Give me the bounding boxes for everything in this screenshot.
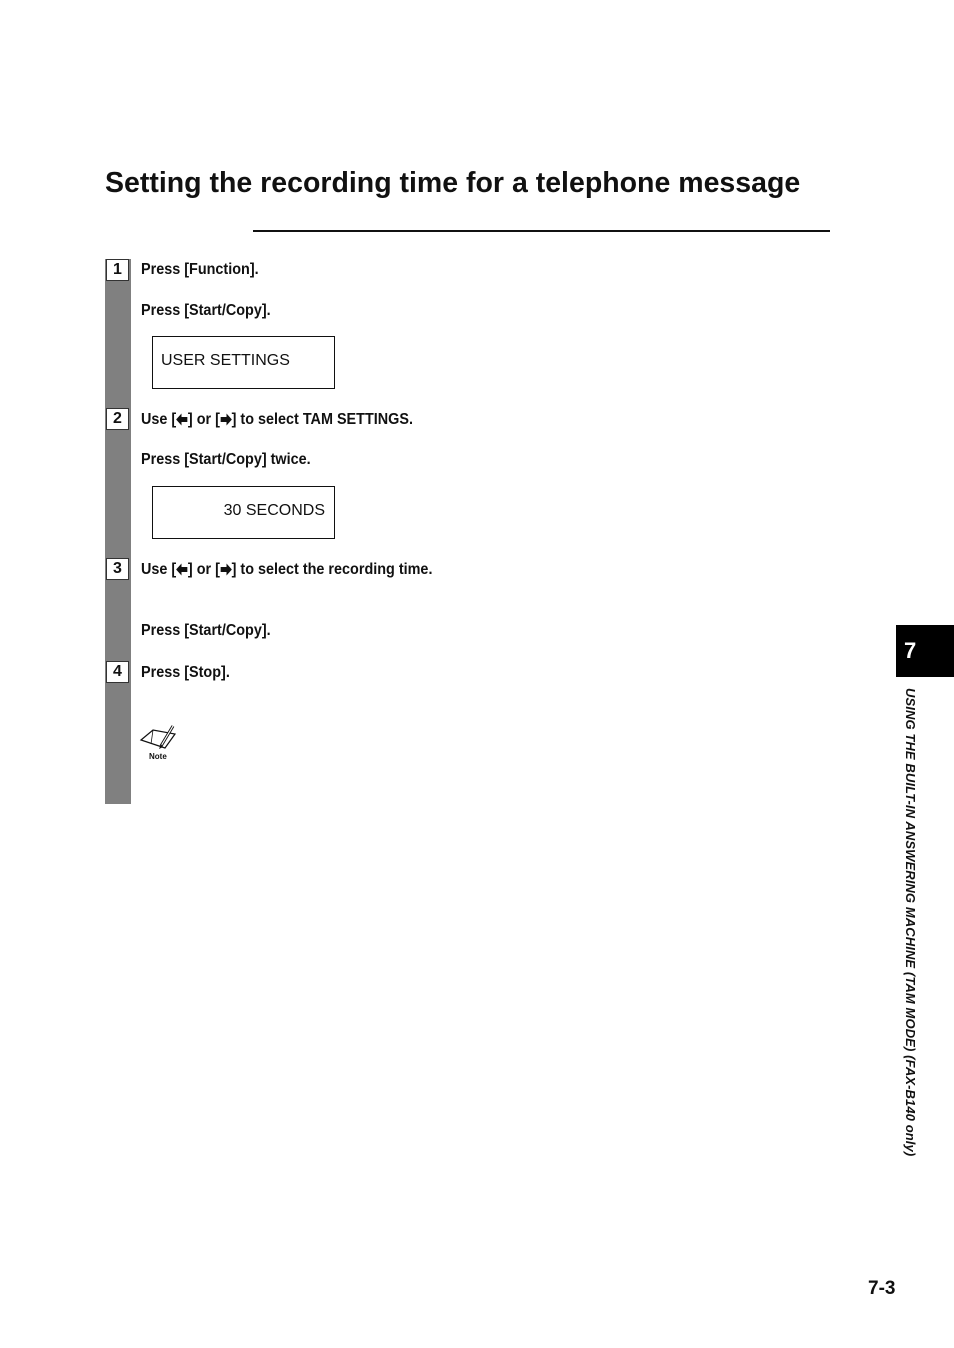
step-3-instruction-select-time (141, 560, 432, 580)
lcd-display-user-settings (152, 336, 335, 389)
instruction-text: Use [ (141, 561, 177, 578)
step-2-instruction-select (141, 410, 413, 430)
left-arrow-key-icon (176, 563, 188, 576)
right-arrow-key-icon (220, 413, 232, 426)
note-label: Note (149, 752, 167, 761)
instruction-text: ] to select the recording time. (231, 561, 433, 578)
lcd-text: 30 SECONDS (223, 502, 325, 519)
instruction-text: Use [ (141, 411, 177, 428)
page-title: Setting the recording time for a telephone message (105, 167, 801, 199)
right-arrow-key-icon (220, 563, 232, 576)
note-pencil-icon (139, 722, 179, 764)
lcd-text: USER SETTINGS (161, 352, 290, 369)
step-number-3: 3 (106, 558, 129, 580)
steps-sidebar-bar (105, 259, 131, 804)
instruction-text: ] or [ (187, 561, 220, 578)
step-2-instruction-start-copy-twice: Press [Start/Copy] twice. (141, 451, 311, 468)
step-4-instruction-stop: Press [Stop]. (141, 664, 230, 681)
left-arrow-key-icon (176, 413, 188, 426)
step-number-4: 4 (106, 661, 129, 683)
step-number-2: 2 (106, 408, 129, 430)
chapter-tab: 7 (896, 625, 954, 677)
chapter-side-caption: USING THE BUILT-IN ANSWERING MACHINE (TAM MODE) (FAX-B140 only) (903, 688, 918, 1157)
page-number: 7-3 (868, 1278, 896, 1299)
step-1-instruction-start-copy: Press [Start/Copy]. (141, 302, 271, 319)
step-1-instruction-function: Press [Function]. (141, 261, 259, 278)
step-3-instruction-start-copy: Press [Start/Copy]. (141, 622, 271, 639)
step-number-1: 1 (106, 259, 129, 281)
title-underline (253, 230, 830, 232)
instruction-text: ] or [ (187, 411, 220, 428)
instruction-text: ] to select TAM SETTINGS. (231, 411, 413, 428)
lcd-display-30-seconds (152, 486, 335, 539)
